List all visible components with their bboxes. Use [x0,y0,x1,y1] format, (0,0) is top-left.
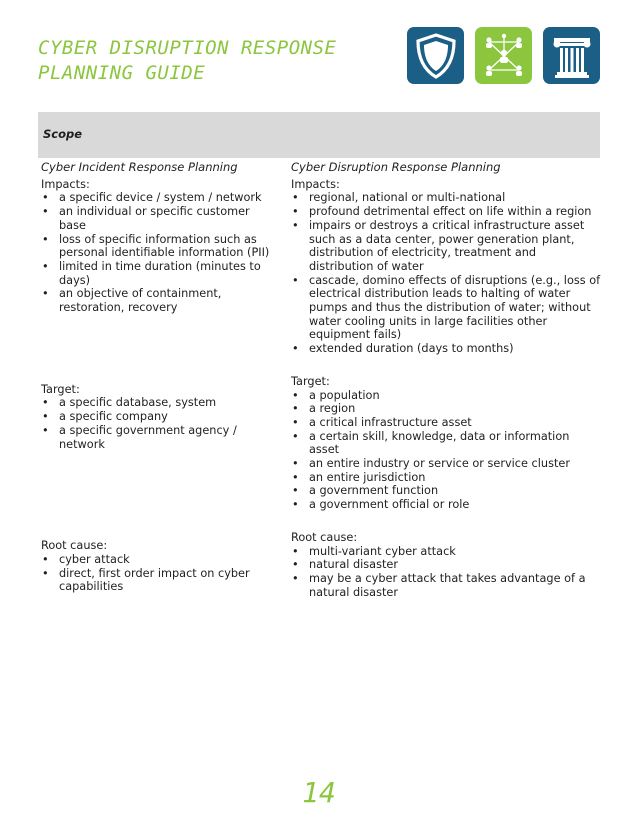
shield-icon [413,32,459,80]
page-number: 14 [302,776,336,809]
list-item: • natural disaster [291,558,603,572]
list-item: • an individual or specific customer base [41,205,277,232]
network-tile [475,27,532,84]
list-item: • a certain skill, knowledge, data or information asset [291,430,603,457]
list-item: • a critical infrastructure asset [291,416,603,430]
disruption-response-column [291,161,603,599]
section-label: Target: [41,382,80,396]
column-heading: Cyber Disruption Response Planning [291,160,501,174]
list-item: • direct, first order impact on cyber capabilities [41,567,277,594]
target-section [291,375,603,512]
header-icons [407,27,600,84]
list-item: • a specific government agency / network [41,424,277,451]
scope-label: Scope [43,127,83,141]
list-item: • limited in time duration (minutes to days) [41,260,277,287]
list-item: • cyber attack [41,553,277,567]
target-section [41,383,277,452]
list-item: • an objective of containment, restoration, recovery [41,287,277,314]
incident-response-column [41,161,277,594]
pillar-icon [549,32,595,80]
section-label: Root cause: [41,539,108,553]
list-item: • a government function [291,484,603,498]
list-item: • a government official or role [291,498,603,512]
list-item: • extended duration (days to months) [291,342,603,356]
list-item: • a specific device / system / network [41,191,277,205]
root-cause-section [41,539,277,594]
section-label: Target: [291,374,330,388]
list-item: • multi-variant cyber attack [291,545,603,559]
title-line-2: PLANNING GUIDE [38,62,206,84]
bullet-list [41,396,277,451]
bullet-list [291,389,603,512]
bullet-list [41,191,277,314]
document-title [38,36,336,86]
root-cause-section [291,531,603,600]
scope-header [38,112,600,158]
list-item: • impairs or destroys a critical infrastructure asset such as a data center, power generation plant, distribution of electricity, treatment and distribution of water [291,219,603,274]
shield-tile [407,27,464,84]
impacts-section [41,178,277,315]
bullet-list [291,545,603,600]
impacts-section [291,178,603,356]
title-line-1: CYBER DISRUPTION RESPONSE [38,37,337,59]
column-heading: Cyber Incident Response Planning [41,160,238,174]
list-item: • cascade, domino effects of disruptions (e.g., loss of electrical distribution leads to halting of water pumps and thus the distribution of water; without water cooling units in large facilities other equipment fails) [291,274,603,343]
list-item: • a region [291,402,603,416]
list-item: • an entire industry or service or service cluster [291,457,603,471]
bullet-list [41,553,277,594]
list-item: • may be a cyber attack that takes advantage of a natural disaster [291,572,603,599]
list-item: • an entire jurisdiction [291,471,603,485]
list-item: • a specific company [41,410,277,424]
list-item: • loss of specific information such as personal identifiable information (PII) [41,233,277,260]
list-item: • profound detrimental effect on life within a region [291,205,603,219]
section-label: Impacts: [41,177,90,191]
list-item: • regional, national or multi-national [291,191,603,205]
list-item: • a population [291,389,603,403]
section-label: Impacts: [291,177,340,191]
pillar-tile [543,27,600,84]
list-item: • a specific database, system [41,396,277,410]
bullet-list [291,191,603,355]
section-label: Root cause: [291,530,358,544]
network-people-icon [479,31,529,81]
